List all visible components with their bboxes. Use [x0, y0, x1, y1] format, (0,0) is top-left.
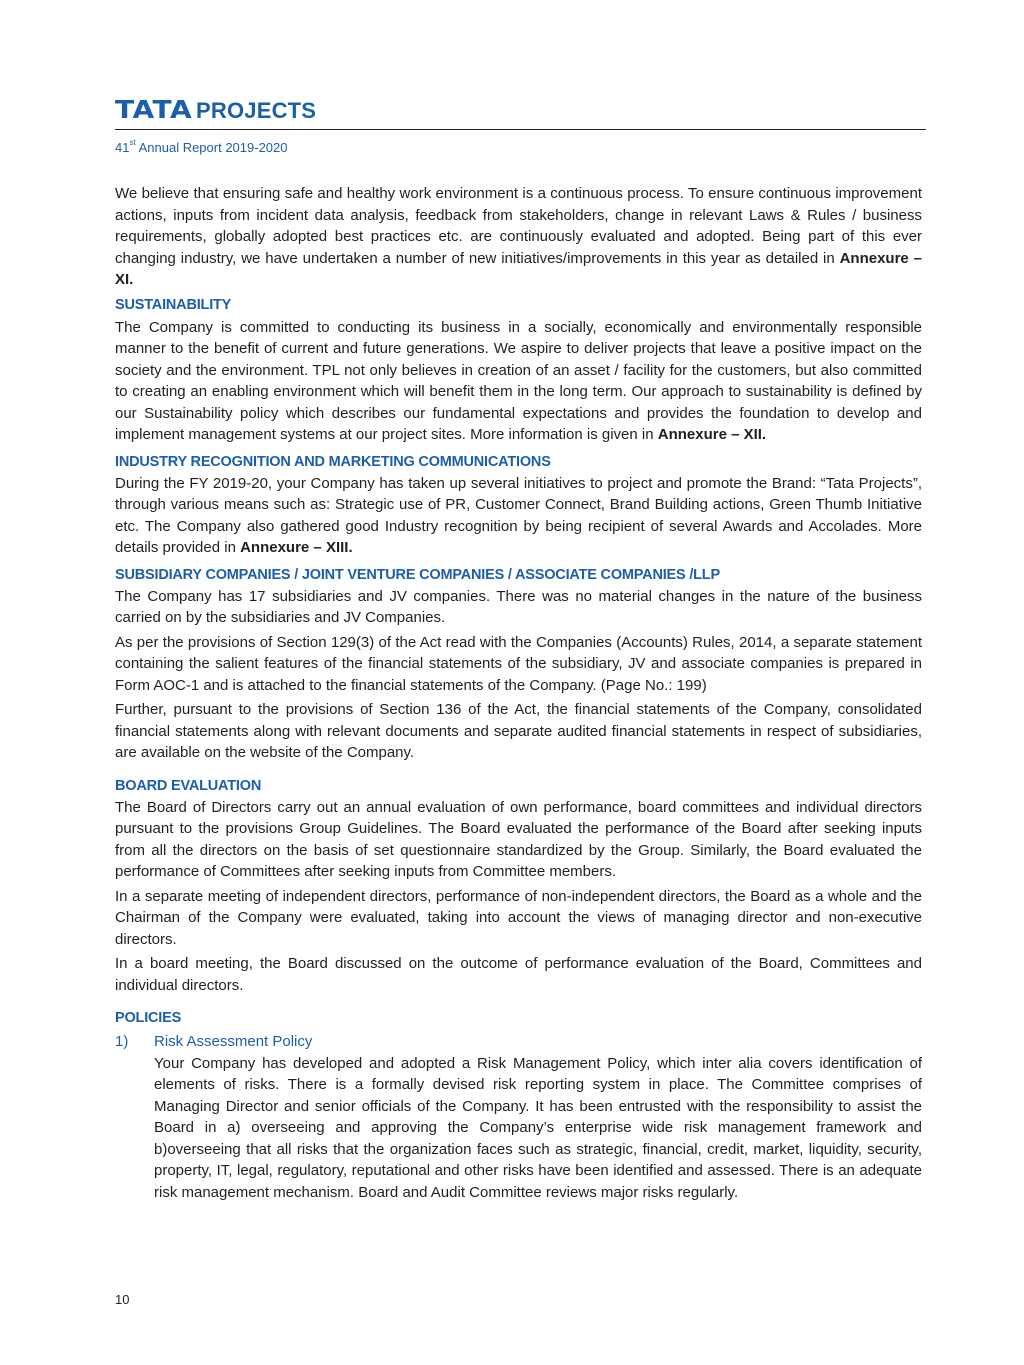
header-divider — [115, 129, 926, 130]
page-number: 10 — [115, 1292, 130, 1307]
report-number-suffix: st — [129, 138, 136, 147]
industry-text: During the FY 2019-20, your Company has taken up several initiatives to project and promote the Brand: “Tata Projects”, through various means such as: Strategic use of PR, Customer Connect, Brand Building actions, Green Thumb Initiative etc. The Company also gathered good Industry recognition by being recipient of several Awards and Accolades. More details provided in — [115, 474, 922, 556]
board-evaluation-heading: BOARD EVALUATION — [115, 777, 262, 794]
sustainability-text: The Company is committed to conducting its business in a socially, economically and environmentally responsible manner to the benefit of current and future generations. We aspire to deliver projects that leave a positive impact on the society and the environment. TPL not only believes in creation of an asset / facility for the customers, but also committed to creating an enabling environment which will benefit them in the long term. Our approach to sustainability is defined by our Sustainability policy which describes our fundamental expectations and provides the foundation to develop and implement management systems at our project sites. More information is given in — [115, 318, 922, 443]
policy-item-text: Your Company has developed and adopted a Risk Management Policy, which inter alia covers identification of elements of risks. There is a formally devised risk reporting system in place. The Committee comprises of Managing Director and senior officials of the Company. It has been entrusted with the responsibility to assist the Board in a) overseeing and approving the Company’s enterprise wide risk management framework and b)overseeing that all risks that the organization faces such as strategic, financial, credit, market, liquidity, security, property, IT, legal, regulatory, reputational and other risks have been identified and assessed. There is an adequate risk management mechanism. Board and Audit Committee reviews major risks regularly. — [154, 1054, 922, 1201]
subsidiary-paragraph-2: As per the provisions of Section 129(3) of the Act read with the Companies (Accounts) Rules, 2014, a separate statement containing the salient features of the financial statements of the subsidiary, JV and associate companies is prepared in Form AOC-1 and is attached to the financial statements of the Company. (Page No.: 199) — [115, 633, 922, 694]
sustainability-annexure-ref: Annexure – XII. — [657, 426, 767, 443]
subsidiary-paragraph-1: The Company has 17 subsidiaries and JV companies. There was no material changes in the nature of the business carried on by the subsidiaries and JV Companies. — [115, 587, 922, 626]
policy-item-title: Risk Assessment Policy — [154, 1033, 313, 1050]
intro-annexure-ref: Annexure – XI. — [115, 249, 922, 288]
board-paragraph-3: In a board meeting, the Board discussed on the outcome of performance evaluation of the Board, Committees and individual directors. — [115, 955, 922, 994]
report-title — [115, 140, 288, 155]
logo-projects-wordmark: PROJECTS — [195, 98, 317, 123]
intro-text: We believe that ensuring safe and healthy work environment is a continuous process. To ensure continuous improvement actions, inputs from incident data analysis, feedback from stakeholders, change in relevant Laws & Rules / business requirements, globally adopted best practices etc. are continuously evaluated and adopted. Being part of this ever changing industry, we have undertaken a number of new initiatives/improvements in this year as detailed in — [115, 185, 922, 267]
logo-tata-wordmark: TATA — [115, 95, 193, 124]
board-paragraph-2: In a separate meeting of independent directors, performance of non-independent directors, the Board as a whole and the Chairman of the Company were evaluated, taking into account the views of managing director and non-executive directors. — [115, 887, 922, 948]
report-number: 41 — [115, 140, 130, 155]
board-paragraph-1: The Board of Directors carry out an annual evaluation of own performance, board committees and individual directors pursuant to the provisions Group Guidelines. The Board evaluated the performance of the Board after seeking inputs from all the directors on the basis of set questionnaire standardized by the Group. Similarly, the Board evaluated the performance of Committees after seeking inputs from Committee members. — [115, 798, 922, 880]
subsidiary-paragraph-3: Further, pursuant to the provisions of Section 136 of the Act, the financial statements of the Company, consolidated financial statements along with relevant documents and separate audited financial statements in respect of subsidiaries, are available on the website of the Company. — [115, 701, 922, 761]
sustainability-heading: SUSTAINABILITY — [115, 296, 232, 313]
tata-projects-logo — [115, 96, 926, 124]
industry-paragraph — [115, 473, 922, 559]
page-body — [115, 183, 922, 1203]
policies-heading: POLICIES — [115, 1010, 182, 1026]
intro-paragraph — [115, 183, 922, 291]
subsidiary-heading: SUBSIDIARY COMPANIES / JOINT VENTURE COMPANIES / ASSOCIATE COMPANIES /LLP — [115, 566, 720, 583]
industry-heading: INDUSTRY RECOGNITION AND MARKETING COMMUNICATIONS — [115, 453, 551, 470]
sustainability-paragraph — [115, 317, 922, 446]
policy-item-number: 1) — [115, 1033, 129, 1050]
policy-item-title-row — [115, 1031, 922, 1053]
industry-annexure-ref: Annexure – XIII. — [240, 539, 353, 556]
page-header — [115, 95, 926, 155]
report-title-text: Annual Report 2019-2020 — [135, 140, 288, 155]
